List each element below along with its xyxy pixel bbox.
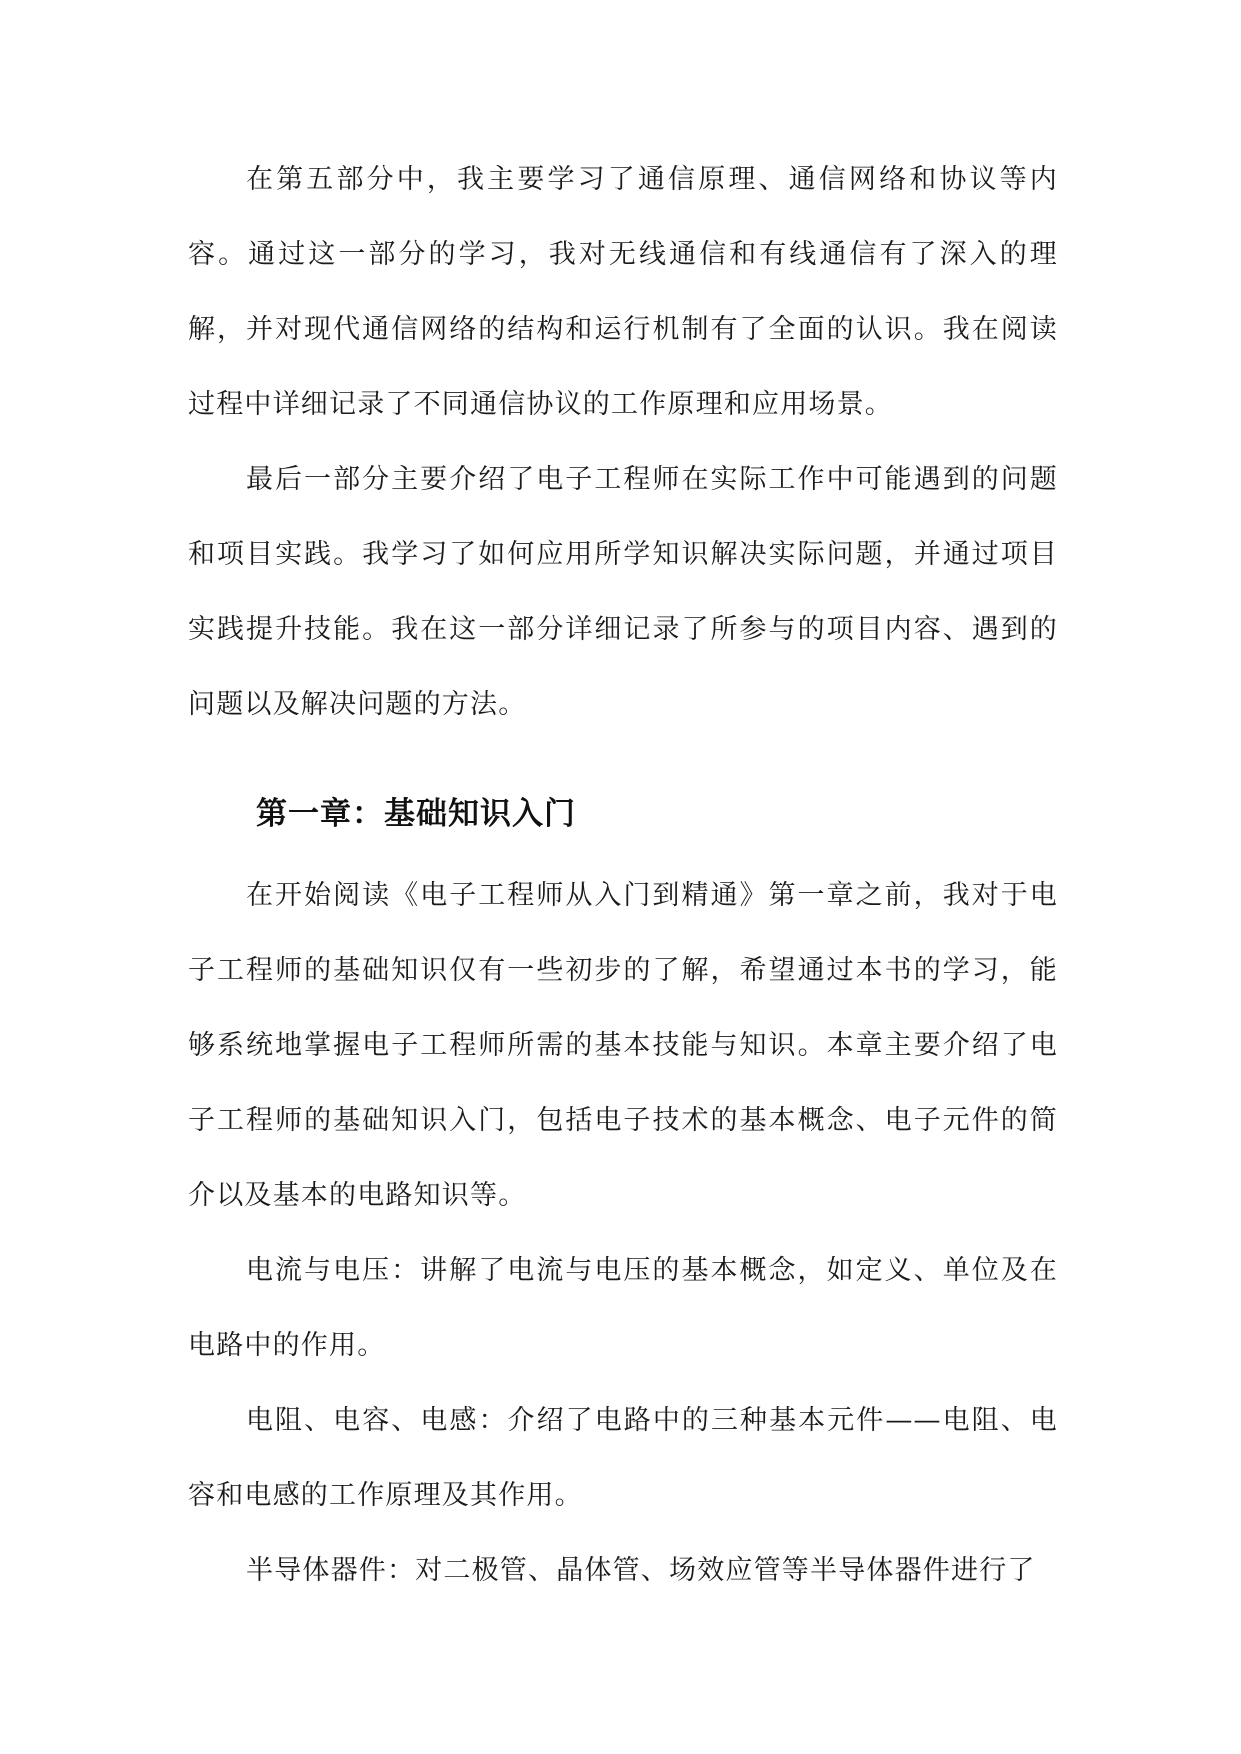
paragraph-semiconductor: 半导体器件：对二极管、晶体管、场效应管等半导体器件进行了 bbox=[246, 1555, 1036, 1586]
paragraph-chapter-intro: 在开始阅读《电子工程师从入门到精通》第一章之前，我对于电子工程师的基础知识仅有一些初步的了解，希望通过本书的学习，能够系统地掌握电子工程师所需的基本技能与知识。本章主要介绍了电子工程师的基础知识入门，包括电子技术的基本概念、电子元件的简介以及基本的电路知识等。 bbox=[188, 880, 1058, 1211]
chapter-heading: 第一章：基础知识入门 bbox=[256, 796, 576, 832]
paragraph-part-five: 在第五部分中，我主要学习了通信原理、通信网络和协议等内容。通过这一部分的学习，我对无线通信和有线通信有了深入的理解，并对现代通信网络的结构和运行机制有了全面的认识。我在阅读过程中详细记录了不同通信协议的工作原理和应用场景。 bbox=[188, 164, 1058, 420]
document-body bbox=[188, 142, 1058, 1608]
paragraph-final-part: 最后一部分主要介绍了电子工程师在实际工作中可能遇到的问题和项目实践。我学习了如何应用所学知识解决实际问题，并通过项目实践提升技能。我在这一部分详细记录了所参与的项目内容、遇到的问题以及解决问题的方法。 bbox=[188, 464, 1058, 720]
paragraph-resistor-capacitor-inductor: 电阻、电容、电感：介绍了电路中的三种基本元件——电阻、电容和电感的工作原理及其作用。 bbox=[188, 1405, 1058, 1511]
paragraph-current-voltage: 电流与电压：讲解了电流与电压的基本概念，如定义、单位及在电路中的作用。 bbox=[188, 1255, 1058, 1361]
